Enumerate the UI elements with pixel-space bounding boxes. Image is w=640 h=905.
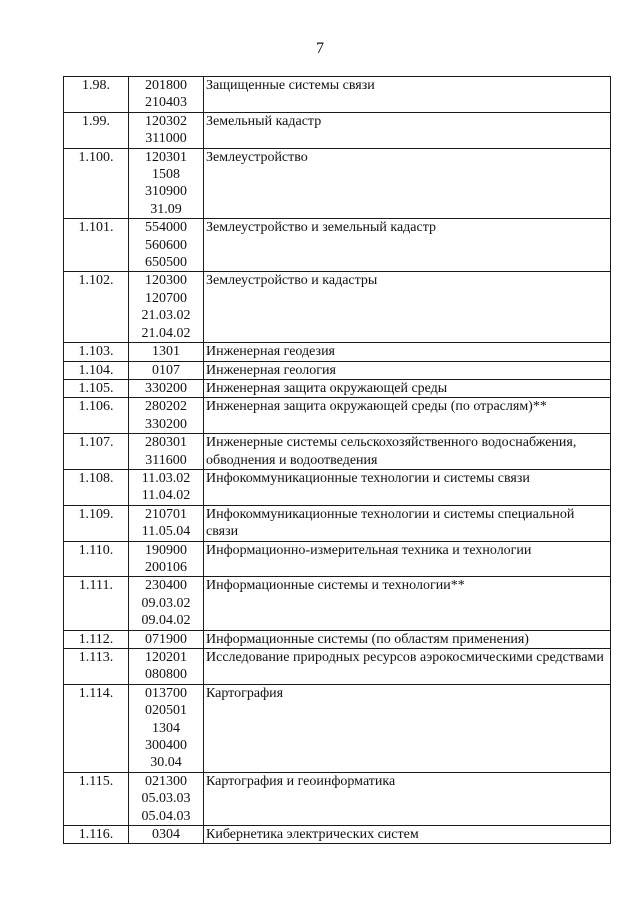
row-codes [129,541,204,577]
specialty-code: 11.04.02 [141,488,191,504]
row-number: 1.106. [64,398,129,434]
specialty-name: Картография [204,684,611,772]
specialty-code: 05.03.03 [141,791,191,807]
row-number: 1.114. [64,684,129,772]
row-number: 1.112. [64,630,129,648]
row-codes [129,630,204,648]
row-codes [129,77,204,113]
table-row [64,577,611,630]
table-row [64,379,611,397]
row-codes [129,649,204,685]
row-number: 1.108. [64,469,129,505]
specialty-name: Информационные системы (по областям применения) [204,630,611,648]
row-codes [129,684,204,772]
specialty-code: 554000 [145,220,187,236]
table-row [64,272,611,343]
row-number: 1.110. [64,541,129,577]
row-number: 1.107. [64,434,129,470]
row-codes [129,434,204,470]
specialty-code: 201800 [145,78,187,93]
row-number: 1.100. [64,148,129,219]
table-row [64,112,611,148]
specialty-name: Информационные системы и технологии** [204,577,611,630]
specialty-code: 120700 [145,290,187,306]
specialties-table [63,76,611,844]
row-codes [129,379,204,397]
table-row [64,541,611,577]
row-codes [129,398,204,434]
row-codes [129,826,204,844]
specialty-code: 280202 [145,399,187,415]
specialty-code: 21.03.02 [141,308,191,324]
specialty-code: 09.03.02 [141,595,191,611]
row-codes [129,219,204,272]
specialty-code: 300400 [145,738,187,754]
specialty-code: 30.04 [150,755,182,771]
row-codes [129,577,204,630]
specialty-code: 200106 [145,559,187,575]
specialty-code: 09.04.02 [141,613,191,629]
specialty-code: 330200 [145,380,187,396]
row-number: 1.105. [64,379,129,397]
specialty-name: Земельный кадастр [204,112,611,148]
row-codes [129,772,204,825]
specialty-name: Инфокоммуникационные технологии и системы специальной связи [204,505,611,541]
specialty-code: 021300 [145,773,187,789]
specialty-code: 330200 [145,416,187,432]
specialty-code: 311600 [145,452,187,468]
specialty-code: 560600 [145,237,187,253]
table-row [64,219,611,272]
specialty-code: 310900 [145,184,187,200]
page-number: 7 [316,40,324,57]
specialty-name: Инфокоммуникационные технологии и системы связи [204,469,611,505]
table-row [64,684,611,772]
specialty-code: 020501 [145,703,187,719]
row-number: 1.98. [64,77,129,113]
specialty-code: 21.04.02 [141,325,191,341]
specialty-code: 210403 [145,95,187,111]
specialty-code: 650500 [145,255,187,271]
row-codes [129,112,204,148]
table-row [64,77,611,113]
specialty-name: Инженерная геодезия [204,343,611,361]
specialty-code: 230400 [145,578,187,594]
table-row [64,148,611,219]
specialty-name: Инженерная защита окружающей среды [204,379,611,397]
table-row [64,630,611,648]
row-number: 1.103. [64,343,129,361]
specialty-code: 120302 [145,113,187,129]
specialty-code: 120301 [145,149,187,165]
specialty-code: 0304 [152,827,180,843]
table-row [64,434,611,470]
specialty-code: 190900 [145,542,187,558]
row-number: 1.113. [64,649,129,685]
specialty-code: 311000 [145,131,187,147]
row-codes [129,148,204,219]
specialty-code: 1508 [152,167,180,183]
row-number: 1.99. [64,112,129,148]
specialty-name: Землеустройство [204,148,611,219]
specialty-name: Землеустройство и кадастры [204,272,611,343]
table-body [64,77,611,844]
specialty-code: 080800 [145,667,187,683]
table-row [64,398,611,434]
specialty-code: 0107 [152,362,180,378]
specialty-code: 1304 [152,720,180,736]
specialty-name: Землеустройство и земельный кадастр [204,219,611,272]
specialty-name: Картография и геоинформатика [204,772,611,825]
row-codes [129,469,204,505]
table-row [64,826,611,844]
table-row [64,343,611,361]
row-number: 1.104. [64,361,129,379]
specialty-code: 1301 [152,344,180,360]
row-codes [129,505,204,541]
row-number: 1.115. [64,772,129,825]
row-codes [129,272,204,343]
table-row [64,361,611,379]
specialty-code: 120201 [145,650,187,665]
row-number: 1.109. [64,505,129,541]
row-number: 1.111. [64,577,129,630]
specialty-code: 013700 [145,685,187,701]
specialty-code: 120300 [145,273,187,289]
specialty-code: 11.05.04 [141,524,191,540]
table-row [64,505,611,541]
specialty-name: Инженерные системы сельскохозяйственного водоснабжения, обводнения и водоотведения [204,434,611,470]
table-row [64,469,611,505]
specialty-code: 05.04.03 [141,808,191,824]
specialty-name: Исследование природных ресурсов аэрокосмическими средствами [204,649,611,685]
row-number: 1.102. [64,272,129,343]
specialty-code: 210701 [145,506,187,522]
specialty-name: Кибернетика электрических систем [204,826,611,844]
row-number: 1.116. [64,826,129,844]
row-codes [129,361,204,379]
specialty-name: Инженерная геология [204,361,611,379]
specialty-name: Защищенные системы связи [204,77,611,113]
table-row [64,772,611,825]
row-codes [129,343,204,361]
specialty-code: 11.03.02 [141,470,191,486]
specialty-code: 31.09 [150,201,182,217]
table-row [64,649,611,685]
specialty-code: 071900 [145,631,187,647]
row-number: 1.101. [64,219,129,272]
specialty-name: Инженерная защита окружающей среды (по отраслям)** [204,398,611,434]
specialty-name: Информационно-измерительная техника и технологии [204,541,611,577]
specialty-code: 280301 [145,435,187,451]
